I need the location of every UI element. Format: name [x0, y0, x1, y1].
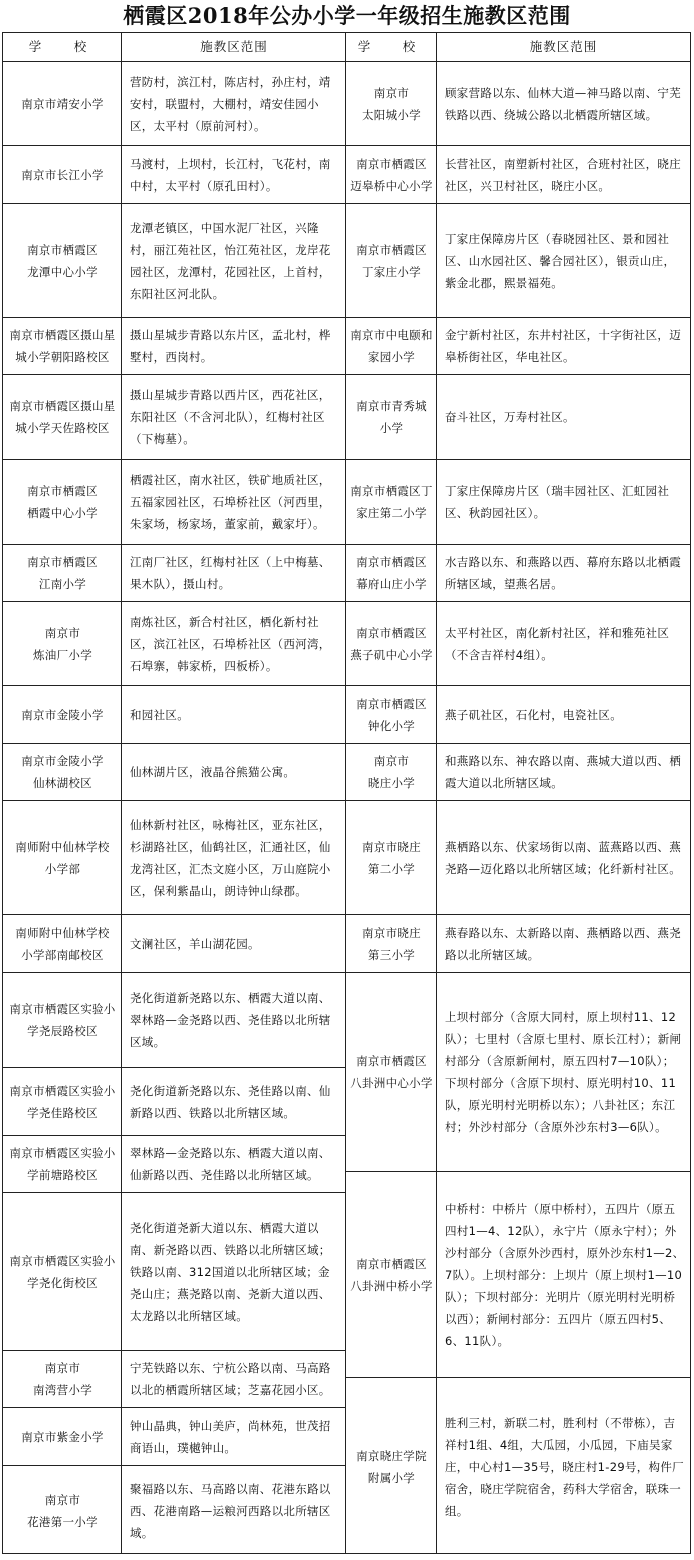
school-name-text: 南京市栖霞区 丁家庄小学: [356, 242, 427, 279]
district-scope: [122, 318, 346, 375]
district-scope-text: 和园社区。: [130, 707, 189, 722]
district-scope-text: 文澜社区，羊山湖花园。: [130, 936, 260, 951]
district-scope-text: 长营社区，南塑新村社区，合班村社区，晓庄社区，兴卫村社区，晓庄小区。: [445, 156, 681, 193]
district-scope-text: 金宁新村社区，东井村社区，十字街社区，迈皋桥街社区，华电社区。: [445, 328, 681, 364]
district-scope: [437, 318, 690, 375]
school-name-text: 南师附中仙林学校 小学部: [15, 839, 110, 876]
school-name: [346, 146, 437, 204]
school-name: [3, 204, 122, 318]
school-name-text: 南京市栖霞区实验小学尧化街校区: [9, 1253, 116, 1290]
district-scope-text: 丁家庄保障房片区（春晓园社区、景和园社区、山水园社区、馨合园社区），银贡山庄，紫金北郡，熙景福苑。: [445, 231, 676, 290]
school-name-text: 南京市 花港第一小学: [27, 1492, 98, 1529]
school-name-text: 南京晓庄学院 附属小学: [356, 1448, 427, 1485]
school-name: [346, 460, 437, 545]
header-school-right-text: 学 校: [357, 39, 426, 54]
document-title: 栖霞区2018年公办小学一年级招生施教区范围: [123, 3, 571, 28]
district-scope: [437, 62, 690, 146]
school-name: [3, 62, 122, 146]
district-scope-text: 栖霞社区，南水社区，铁矿地质社区，五福家园社区，石埠桥社区（河西里，朱家场，杨家场，董家前，戴家圩）。: [130, 473, 331, 531]
school-name-text: 南京市栖霞区 栖霞中心小学: [27, 484, 98, 520]
district-scope: [122, 686, 346, 744]
header-school-left: [3, 33, 122, 62]
district-scope-text: 江南厂社区，红梅村社区（上中梅墓、果木队），摄山村。: [130, 555, 331, 591]
district-scope: [122, 1351, 346, 1408]
district-scope-text: 翠林路—金尧路以东、栖霞大道以南、仙新路以西、尧佳路以北所辖区域。: [130, 1146, 331, 1182]
school-name: [346, 62, 437, 146]
divider-line: [121, 33, 122, 1553]
district-scope-text: 丁家庄保障房片区（瑞丰园社区、汇虹园社区、秋韵园社区）。: [445, 484, 670, 520]
district-scope-text: 尧化街道新尧路以东、尧佳路以南、仙新路以西、铁路以北所辖区域。: [130, 1083, 331, 1120]
school-name: [3, 375, 122, 460]
school-name: [3, 318, 122, 375]
district-scope: [437, 915, 690, 973]
school-name: [3, 686, 122, 744]
school-name-text: 南京市栖霞区实验小学前塘路校区: [9, 1146, 116, 1182]
district-scope-text: 中桥村：中桥片（原中桥村），五四片（原五四村1—4、12队），永宁片（原永宁村）；外沙村部分（含原外沙西村，原外沙东村1—2、7队）。上坝村部分：上坝片（原上坝村1—10队）；下坝村部分：光明片（原光明村光明桥以西）；新闸村部分：五四片（原五四村5、6、11队）。: [445, 1201, 685, 1348]
left-area-column: [122, 33, 346, 1553]
school-name: [3, 973, 122, 1068]
district-scope: [437, 602, 690, 686]
school-name: [3, 146, 122, 204]
school-name: [3, 801, 122, 915]
district-scope-text: 营防村，滨江村，陈店村，孙庄村，靖安村，联盟村，大棚村，靖安佳园小区，太平村（原前河村）。: [130, 74, 331, 133]
district-scope-text: 尧化街道尧新大道以东、栖霞大道以南、新尧路以西、铁路以北所辖区域；铁路以南、312国道以北所辖区域；金尧山庄；燕尧路以南、尧新大道以西、太龙路以北所辖区域。: [130, 1220, 331, 1323]
enrollment-table: [2, 32, 691, 1554]
district-scope-text: 燕栖路以东、伏家场街以南、蓝燕路以西、燕尧路—迈化路以北所辖区域；化纤新村社区。: [445, 839, 681, 876]
district-scope-text: 和燕路以东、神农路以南、燕城大道以西、栖霞大道以北所辖区域。: [445, 754, 681, 790]
school-name-text: 南师附中仙林学校 小学部南邮校区: [15, 925, 110, 962]
district-scope-text: 钟山晶典，钟山美庐，尚林苑，世茂招商语山，璞樾钟山。: [130, 1418, 331, 1455]
school-name: [346, 973, 437, 1172]
school-name-text: 南京市栖霞区实验小学尧辰路校区: [9, 1002, 116, 1038]
school-name-text: 南京市栖霞区 八卦洲中桥小学: [350, 1256, 433, 1293]
school-name: [346, 1378, 437, 1555]
district-scope-text: 南炼社区，新合村社区，栖化新村社区，滨江社区，石埠桥社区（西河湾，石埠寨，韩家桥，四板桥）。: [130, 614, 331, 673]
district-scope: [437, 460, 690, 545]
school-name: [346, 686, 437, 744]
district-scope: [437, 204, 690, 318]
school-name-text: 南京市长江小学: [21, 167, 104, 182]
school-name: [3, 545, 122, 602]
school-name-text: 南京市栖霞区实验小学尧佳路校区: [9, 1083, 116, 1120]
district-scope-text: 龙潭老镇区，中国水泥厂社区，兴隆村，丽江苑社区，怡江苑社区，龙岸花园社区，龙潭村，花园社区，上首村，东阳社区河北队。: [130, 220, 331, 301]
district-scope-text: 顾家营路以东、仙林大道—神马路以南、宁芜铁路以西、绕城公路以北栖霞所辖区域。: [445, 85, 681, 122]
district-scope: [122, 460, 346, 545]
right-area-column: [437, 33, 690, 1553]
district-scope: [437, 801, 690, 915]
district-scope: [437, 375, 690, 460]
district-scope: [437, 146, 690, 204]
left-school-column: [3, 33, 122, 1553]
header-area-left-text: 施教区范围: [200, 39, 268, 54]
divider-line: [436, 33, 437, 1553]
district-scope: [122, 801, 346, 915]
district-scope-text: 太平村社区，南化新村社区，祥和雅苑社区（不含吉祥村4组）。: [445, 625, 670, 662]
school-name-text: 南京市晓庄 第二小学: [362, 839, 421, 876]
district-scope: [437, 545, 690, 602]
district-scope: [122, 973, 346, 1068]
district-scope-text: 宁芜铁路以东、宁杭公路以南、马高路以北的栖霞所辖区域；芝嘉花园小区。: [130, 1361, 331, 1397]
school-name-text: 南京市栖霞区 迈皋桥中心小学: [350, 156, 433, 193]
district-scope-text: 尧化街道新尧路以东、栖霞大道以南、翠林路—金尧路以西、尧佳路以北所辖区域。: [130, 991, 331, 1049]
district-scope-text: 胜利三村，新联二村，胜利村（不带栋），吉祥村1组、4组，大瓜园，小瓜园，下庙吴家庄，中心村1—35号，晓庄村1-29号，构件厂宿舍，晓庄学院宿舍，药科大学宿舍，联珠一组。: [445, 1415, 684, 1518]
district-scope: [437, 1378, 690, 1555]
school-name-text: 南京市栖霞区 江南小学: [27, 555, 98, 591]
district-scope: [122, 375, 346, 460]
district-scope-text: 摄山星城步青路以西片区，西花社区，东阳社区（不含河北队），红梅村社区（下梅墓）。: [130, 388, 331, 446]
right-school-column: [346, 33, 437, 1553]
district-scope-text: 燕春路以东、太新路以南、燕栖路以西、燕尧路以北所辖区域。: [445, 925, 681, 962]
school-name: [3, 1466, 122, 1555]
district-scope-text: 燕子矶社区，石化村，电瓷社区。: [445, 707, 622, 722]
header-school-right: [346, 33, 437, 62]
district-scope: [122, 1136, 346, 1193]
school-name: [346, 545, 437, 602]
school-name-text: 南京市 太阳城小学: [362, 85, 421, 122]
school-name: [3, 460, 122, 545]
district-scope: [122, 1193, 346, 1351]
school-name-text: 南京市 南湾营小学: [33, 1361, 92, 1397]
school-name: [3, 744, 122, 801]
district-scope: [437, 744, 690, 801]
school-name-text: 南京市栖霞区 龙潭中心小学: [27, 242, 98, 279]
district-scope-text: 聚福路以东、马高路以南、花港东路以西、花港南路—运粮河西路以北所辖区域。: [130, 1481, 331, 1540]
school-name-text: 南京市中电颐和家园小学: [350, 328, 433, 364]
district-scope: [122, 1068, 346, 1136]
district-scope: [122, 204, 346, 318]
school-name-text: 南京市栖霞区 燕子矶中心小学: [350, 625, 433, 662]
school-name: [346, 318, 437, 375]
district-scope-text: 仙林湖片区，液晶谷熊猫公寓。: [130, 765, 296, 779]
school-name-text: 南京市栖霞区摄山星城小学天佐路校区: [9, 399, 116, 435]
district-scope: [122, 62, 346, 146]
school-name: [3, 915, 122, 973]
header-area-right-text: 施教区范围: [529, 39, 598, 54]
district-scope: [437, 686, 690, 744]
school-name: [346, 915, 437, 973]
school-name-text: 南京市紫金小学: [21, 1429, 104, 1444]
school-name-text: 南京市栖霞区 幕府山庄小学: [356, 555, 427, 591]
school-name-text: 南京市靖安小学: [21, 96, 104, 111]
district-scope-text: 水吉路以东、和燕路以西、幕府东路以北栖霞所辖区域，望燕名居。: [445, 555, 681, 591]
district-scope-text: 上坝村部分（含原大同村，原上坝村11、12队）；七里村（含原七里村、原长江村）；新闸村部分（含原新闸村，原五四村7—10队）；下坝村部分（含原下坝村、原光明村10、11队，原光明村光明桥以东）；八卦社区；东江村；外沙村部分（含原外沙东村3—6队）。: [445, 1010, 682, 1134]
district-scope-text: 摄山星城步青路以东片区，孟北村，桦墅村，西岗村。: [130, 328, 331, 364]
school-name: [346, 204, 437, 318]
school-name: [3, 1068, 122, 1136]
district-scope: [122, 146, 346, 204]
school-name-text: 南京市 晓庄小学: [367, 754, 416, 790]
school-name-text: 南京市栖霞区丁家庄第二小学: [350, 484, 433, 520]
school-name: [346, 744, 437, 801]
district-scope: [437, 973, 690, 1172]
district-scope-text: 仙林新村社区，咏梅社区，亚东社区，杉湖路社区，仙鹤社区，汇通社区，仙龙湾社区，汇杰文庭小区，万山庭院小区，保利紫晶山，朗诗钟山绿郡。: [130, 817, 331, 898]
header-area-right: [437, 33, 690, 62]
school-name: [3, 602, 122, 686]
school-name: [346, 1172, 437, 1378]
district-scope: [122, 602, 346, 686]
district-scope: [122, 744, 346, 801]
school-name: [3, 1136, 122, 1193]
district-scope: [122, 915, 346, 973]
district-scope: [122, 1408, 346, 1466]
school-name: [3, 1351, 122, 1408]
school-name-text: 南京市晓庄 第三小学: [362, 925, 421, 962]
district-scope: [122, 545, 346, 602]
district-scope: [437, 1172, 690, 1378]
district-scope: [122, 1466, 346, 1555]
header-school-left-text: 学 校: [28, 39, 97, 54]
school-name-text: 南京市栖霞区摄山星城小学朝阳路校区: [9, 328, 116, 364]
district-scope-text: 奋斗社区，万寿村社区。: [445, 410, 575, 424]
header-area-left: [122, 33, 346, 62]
district-scope-text: 马渡村，上坝村，长江村，飞花村，南中村，太平村（原孔田村）。: [130, 156, 331, 193]
school-name: [346, 801, 437, 915]
school-name: [346, 375, 437, 460]
school-name-text: 南京市青秀城 小学: [356, 399, 427, 435]
school-name-text: 南京市栖霞区 八卦洲中心小学: [350, 1054, 433, 1090]
divider-line: [345, 33, 346, 1553]
school-name-text: 南京市金陵小学: [21, 707, 104, 722]
school-name-text: 南京市栖霞区 钟化小学: [356, 696, 427, 733]
school-name: [346, 602, 437, 686]
school-name-text: 南京市 炼油厂小学: [33, 625, 92, 662]
school-name: [3, 1408, 122, 1466]
school-name: [3, 1193, 122, 1351]
school-name-text: 南京市金陵小学 仙林湖校区: [21, 754, 104, 790]
